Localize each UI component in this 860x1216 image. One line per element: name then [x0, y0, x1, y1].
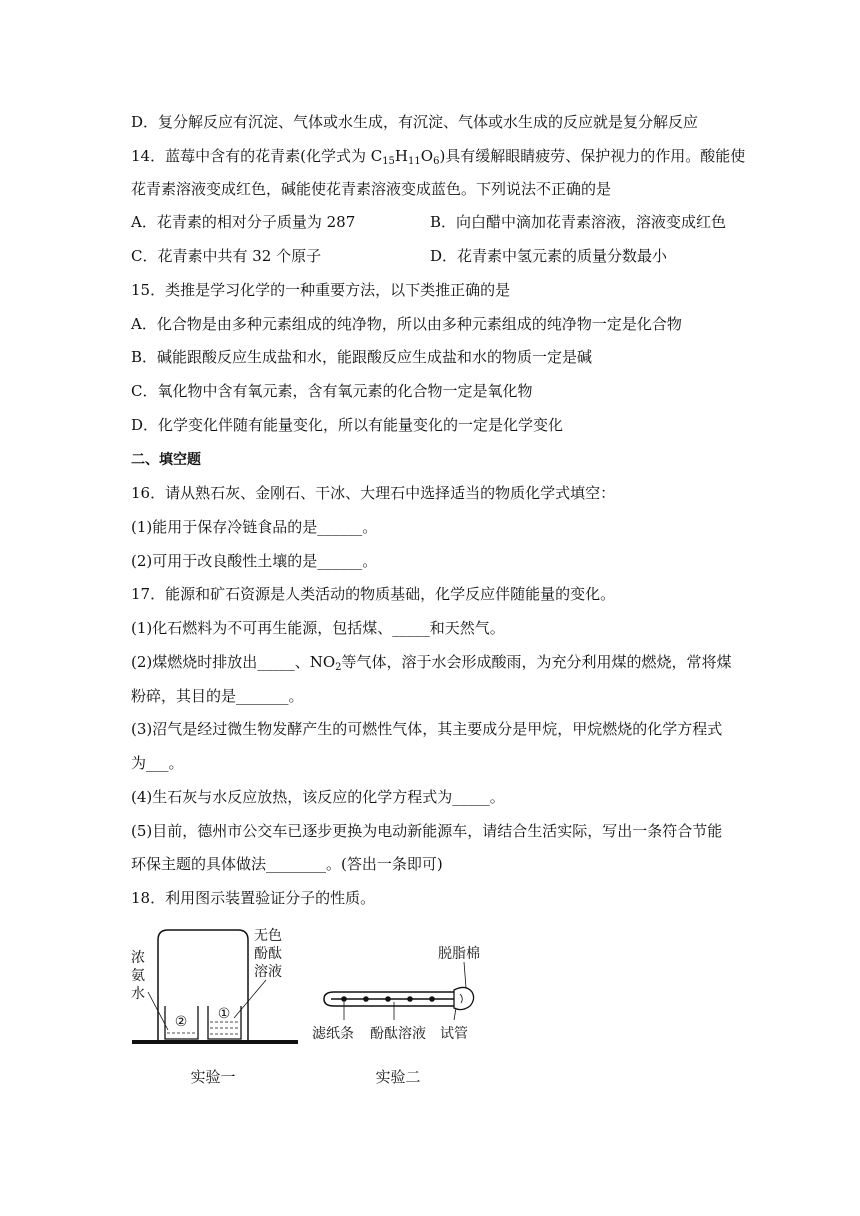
label-phenol-2: 酚酞: [254, 946, 282, 962]
bell-jar: [158, 930, 248, 1040]
q14-option-c: C．花青素中共有 32 个原子: [131, 247, 322, 265]
label-ammonia-2: 氨: [131, 968, 145, 984]
q16-part2: (2)可用于改良酸性土壤的是______。: [131, 552, 378, 570]
q14-option-b: B．向白醋中滴加花青素溶液，溶液变成红色: [430, 213, 727, 231]
formula-sub-c: 15: [382, 156, 395, 167]
experiment-diagram: [128, 922, 488, 1092]
phenol-drop: [363, 996, 369, 1002]
experiment-figure: [128, 922, 488, 1092]
q15-option-c: C．氧化物中含有氧元素，含有氧元素的化合物一定是氧化物: [131, 382, 533, 400]
q14-option-a: A．花青素的相对分子质量为 287: [131, 213, 356, 231]
phenol-drop: [429, 996, 435, 1002]
beaker-1-label: ①: [217, 1006, 231, 1022]
label-phenol-3: 溶液: [254, 964, 282, 980]
q14-stem-text: 14．蓝莓中含有的花青素(化学式为 C: [131, 147, 383, 165]
cotton-plug: [454, 987, 474, 1009]
q15-option-d: D．化学变化伴随有能量变化，所以有能量变化的一定是化学变化: [131, 416, 564, 434]
q18-stem: 18．利用图示装置验证分子的性质。: [131, 889, 376, 907]
q16-part1: (1)能用于保存冷链食品的是______。: [131, 518, 378, 536]
experiment-one-apparatus: [131, 928, 298, 1086]
formula-sub-h: 11: [408, 156, 421, 167]
pointer-cotton: [464, 962, 466, 988]
caption-experiment-one: 实验一: [190, 1068, 236, 1086]
pointer-tube: [454, 1008, 456, 1020]
q17-part2: [131, 652, 732, 678]
q17-part2-text-2: 等气体，溶于水会形成酸雨，为充分利用煤的燃烧，常将煤: [341, 653, 732, 671]
q13-option-d: D．复分解反应有沉淀、气体或水生成，有沉淀、气体或水生成的反应就是复分解反应: [131, 113, 699, 131]
q17-stem: 17．能源和矿石资源是人类活动的物质基础，化学反应伴随能量的变化。: [131, 585, 616, 603]
formula-sub-o: 6: [433, 156, 440, 167]
q15-option-a: A．化合物是由多种元素组成的纯净物，所以由多种元素组成的纯净物一定是化合物: [131, 315, 682, 333]
q17-part4: (4)生石灰与水反应放热，该反应的化学方程式为_____。: [131, 788, 505, 806]
phenol-drop: [407, 996, 413, 1002]
label-phenol-solution: 酚酞溶液: [370, 1026, 426, 1042]
label-ammonia-3: 水: [131, 986, 145, 1002]
q17-part3: (3)沼气是经过微生物发酵产生的可燃性气体，其主要成分是甲烷，甲烷燃烧的化学方程式: [131, 720, 723, 738]
q17-part5: (5)目前，德州市公交车已逐步更换为电动新能源车，请结合生活实际，写出一条符合节能: [131, 822, 723, 840]
experiment-two-apparatus: [312, 945, 480, 1086]
phenol-drop: [341, 996, 347, 1002]
q14-option-d: D．花青素中氢元素的质量分数最小: [430, 247, 668, 265]
formula-sub-no2: 2: [335, 662, 342, 673]
label-filter-strip: 滤纸条: [312, 1026, 354, 1042]
q17-part2-text: (2)煤燃烧时排放出_____、NO: [131, 653, 336, 671]
q14-stem: [131, 146, 745, 172]
caption-experiment-two: 实验二: [375, 1068, 421, 1086]
q14-stem-line2: 花青素溶液变成红色，碱能使花青素溶液变成蓝色。下列说法不正确的是: [131, 180, 612, 198]
q15-stem: 15．类推是学习化学的一种重要方法，以下类推正确的是: [131, 281, 511, 299]
section-heading: 二、填空题: [131, 452, 201, 468]
formula-h: H: [394, 147, 409, 165]
pointer-phenol: [234, 980, 266, 1018]
label-test-tube: 试管: [440, 1026, 468, 1042]
q17-part3-line2: 为___。: [131, 754, 184, 772]
q15-option-b: B．碱能跟酸反应生成盐和水，能跟酸反应生成盐和水的物质一定是碱: [131, 348, 593, 366]
label-ammonia-1: 浓: [131, 950, 145, 966]
label-cotton: 脱脂棉: [438, 946, 480, 962]
phenol-drop: [385, 996, 391, 1002]
label-phenol-1: 无色: [254, 928, 282, 944]
q14-stem-text-2: )具有缓解眼睛疲劳、保护视力的作用。酸能使: [439, 147, 746, 165]
q17-part5-line2: 环保主题的具体做法________。(答出一条即可): [131, 855, 443, 873]
beaker-2-label: ②: [174, 1014, 188, 1030]
q17-part1: (1)化石燃料为不可再生能源，包括煤、_____和天然气。: [131, 619, 505, 637]
q16-stem: 16．请从熟石灰、金刚石、干冰、大理石中选择适当的物质化学式填空：: [131, 484, 616, 502]
formula-o: O: [420, 147, 434, 165]
q17-part2-line2: 粉碎，其目的是_______。: [131, 687, 304, 705]
